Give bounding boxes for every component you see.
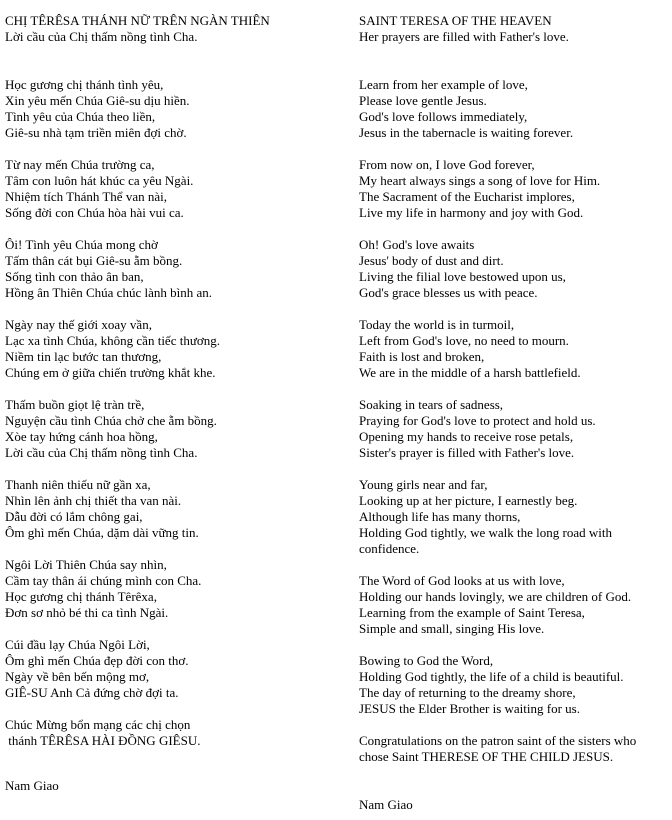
poem-line: Today the world is in turmoil, (359, 317, 515, 332)
poem-line: Tình yêu của Chúa theo liền, (5, 109, 156, 124)
stanza (359, 733, 665, 765)
poem-line: Learn from her example of love, (359, 77, 528, 92)
poem-line: Although life has many thorns, (359, 509, 521, 524)
poem-line: Xin yêu mến Chúa Giê-su dịu hiền. (5, 93, 190, 108)
poem-line: Jesus' body of dust and dirt. (359, 253, 504, 268)
poem-line: Từ nay mến Chúa trường ca, (5, 157, 155, 172)
poem-line: Holding our hands lovingly, we are children of God. (359, 589, 632, 604)
poem-line: Learning from the example of Saint Teresa, (359, 605, 585, 620)
poem-line: The day of returning to the dreamy shore, (359, 685, 576, 700)
poem-line: Oh! God's love awaits (359, 237, 475, 252)
poem-line: The Word of God looks at us with love, (359, 573, 565, 588)
poem-title: CHỊ TÊRÊSA THÁNH NỮ TRÊN NGÀN THIÊN (5, 13, 270, 28)
poem-line: Ôi! Tình yêu Chúa mong chờ (5, 237, 158, 252)
stanza (359, 397, 665, 461)
stanza (5, 477, 345, 541)
poem-line: Chúng em ở giữa chiến trường khắt khe. (5, 365, 216, 380)
stanza (359, 157, 665, 221)
poem-line: Looking up at her picture, I earnestly beg. (359, 493, 578, 508)
stanza (5, 157, 345, 221)
poem-line: Tấm thân cát bụi Giê-su ẵm bồng. (5, 253, 183, 268)
stanza (5, 717, 345, 749)
poem-line: Cầm tay thân ái chúng mình con Cha. (5, 573, 202, 588)
stanza (5, 397, 345, 461)
poem-line: Soaking in tears of sadness, (359, 397, 504, 412)
poem-subtitle: Lời cầu của Chị thấm nồng tình Cha. (5, 29, 198, 44)
poem-line: Sister's prayer is filled with Father's love. (359, 445, 575, 460)
poem-title: SAINT TERESA OF THE HEAVEN (359, 13, 552, 28)
poem-line: Live my life in harmony and joy with God. (359, 205, 584, 220)
poem-line: Thấm buồn giọt lệ tràn trề, (5, 397, 145, 412)
stanza (359, 573, 665, 637)
poem-line: Chúc Mừng bổn mạng các chị chọn (5, 717, 191, 732)
poem-line: Học gương chị thánh tình yêu, (5, 77, 164, 92)
poem-line: Giê-su nhà tạm triền miên đợi chờ. (5, 125, 187, 140)
poem-line: Faith is lost and broken, (359, 349, 485, 364)
poem-line: We are in the middle of a harsh battlefield. (359, 365, 581, 380)
poem-line: Sống đời con Chúa hòa hài vui ca. (5, 205, 184, 220)
poem-line: From now on, I love God forever, (359, 157, 535, 172)
poem-line: Ngày về bên bến mộng mơ, (5, 669, 150, 684)
poem-line: Sống tình con thảo ân ban, (5, 269, 144, 284)
stanza (5, 557, 345, 621)
poem-line: Ngôi Lời Thiên Chúa say nhìn, (5, 557, 167, 572)
poem-line: My heart always sings a song of love for Him. (359, 173, 601, 188)
poem-line: Đơn sơ nhỏ bé thi ca tình Ngài. (5, 605, 169, 620)
poem-line: Jesus in the tabernacle is waiting forever. (359, 125, 574, 140)
poem-line: Nhiệm tích Thánh Thể van nài, (5, 189, 167, 204)
poem-line: Học gương chị thánh Têrêxa, (5, 589, 157, 604)
poem-line: Simple and small, singing His love. (359, 621, 545, 636)
poem-line: Ngày nay thế giới xoay vần, (5, 317, 152, 332)
poem-line: Praying for God's love to protect and hold us. (359, 413, 596, 428)
poem-line: Xòe tay hứng cánh hoa hồng, (5, 429, 158, 444)
poem-line: Nhìn lên ảnh chị thiết tha van nài. (5, 493, 182, 508)
poem-line: Congratulations on the patron saint of the sisters who chose Saint THERESE OF THE CHILD JESUS. (359, 733, 640, 764)
stanza-list (359, 77, 665, 765)
poem-line: Dẫu đời có lắm chông gai, (5, 509, 143, 524)
poem-line: Holding God tightly, the life of a child is beautiful. (359, 669, 624, 684)
english-poem (359, 13, 665, 813)
poem-line: Cúi đầu lạy Chúa Ngôi Lời, (5, 637, 150, 652)
poem-line: Ôm ghì mến Chúa đẹp đời con thơ. (5, 653, 189, 668)
stanza (359, 237, 665, 301)
poem-line: Lạc xa tình Chúa, không cần tiếc thương. (5, 333, 221, 348)
stanza (359, 653, 665, 717)
stanza (359, 477, 665, 557)
poem-line: Nguyện cầu tình Chúa chở che ẵm bồng. (5, 413, 217, 428)
poem-line: Opening my hands to receive rose petals, (359, 429, 574, 444)
stanza (5, 237, 345, 301)
poem-subtitle: Her prayers are filled with Father's love. (359, 29, 569, 44)
poem-line: Hồng ân Thiên Chúa chúc lành bình an. (5, 285, 212, 300)
poem-line: Lời cầu của Chị thấm nồng tình Cha. (5, 445, 198, 460)
poem-line: God's grace blesses us with peace. (359, 285, 538, 300)
poem-author: Nam Giao (359, 797, 413, 812)
poem-line: Young girls near and far, (359, 477, 488, 492)
poem-line: Living the filial love bestowed upon us, (359, 269, 566, 284)
poem-line: Tâm con luôn hát khúc ca yêu Ngài. (5, 173, 194, 188)
poem-line: GIÊ-SU Anh Cả đứng chờ đợi ta. (5, 685, 179, 700)
poem-line: thánh TÊRÊSA HÀI ĐỒNG GIÊSU. (5, 733, 201, 748)
poem-line: JESUS the Elder Brother is waiting for us. (359, 701, 580, 716)
stanza-list (5, 77, 345, 749)
poem-line: God's love follows immediately, (359, 109, 528, 124)
poem-line: The Sacrament of the Eucharist implores, (359, 189, 575, 204)
stanza (359, 317, 665, 381)
stanza (5, 77, 345, 141)
poem-line: Thanh niên thiếu nữ gần xa, (5, 477, 151, 492)
poem-line: Bowing to God the Word, (359, 653, 494, 668)
poem-line: Please love gentle Jesus. (359, 93, 487, 108)
poem-line: Left from God's love, no need to mourn. (359, 333, 569, 348)
stanza (359, 77, 665, 141)
vietnamese-poem (5, 13, 345, 794)
stanza (5, 637, 345, 701)
poem-line: Ôm ghì mến Chúa, dặm dài vững tin. (5, 525, 199, 540)
stanza (5, 317, 345, 381)
poem-line: Niềm tin lạc bước tan thương, (5, 349, 162, 364)
poem-line: Holding God tightly, we walk the long road with confidence. (359, 525, 616, 556)
poem-author: Nam Giao (5, 778, 59, 793)
